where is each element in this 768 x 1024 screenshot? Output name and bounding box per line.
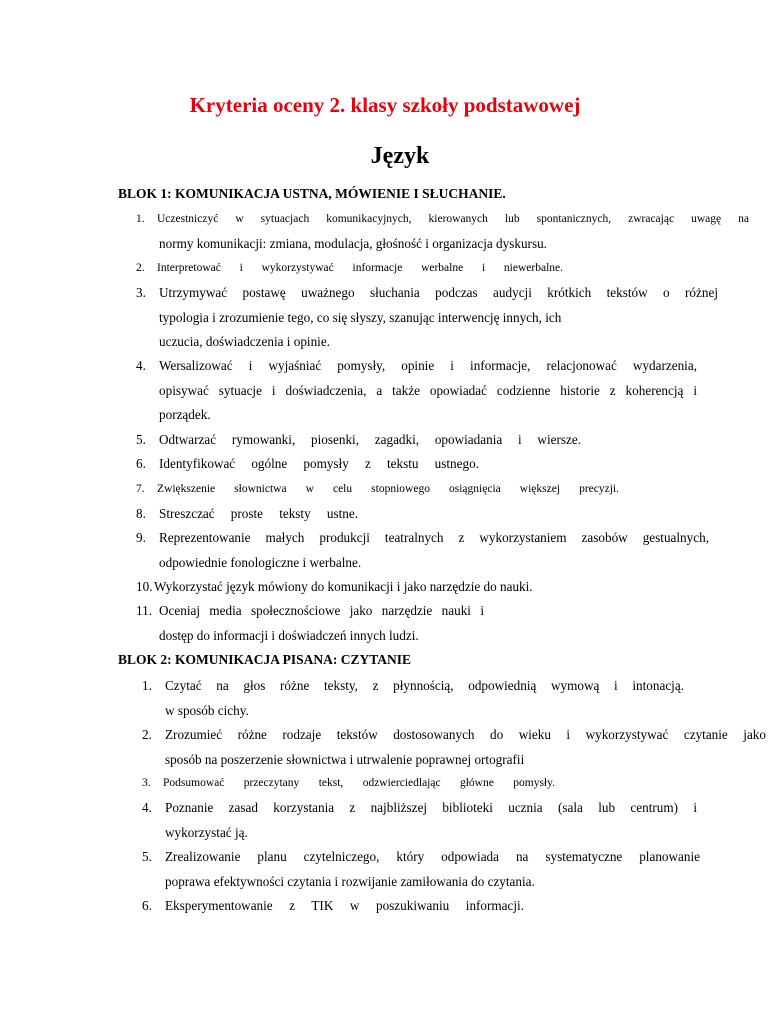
list-item: 9. Reprezentowanie małych produkcji teatralnych z wykorzystaniem zasobów gestualnych, odpowiednie fonologiczne i werbalne. — [136, 530, 709, 570]
list-item: 4. Poznanie zasad korzystania z najbliższej biblioteki ucznia (sala lub centrum) i wykorzystać ją. — [142, 800, 697, 840]
list-item: 3. Utrzymywać postawę uważnego słuchania podczas audycji krótkich tekstów o różnej typologia i zrozumienie tego, co się słyszy, szanując interwencję innych, ich uczucia, doświadczenia i opinie. — [136, 285, 718, 349]
list-item: 7. Zwiększenie słownictwa w celu stopniowego osiągnięcia większej precyzji. — [136, 483, 619, 495]
list-item: 5. Zrealizowanie planu czytelniczego, który odpowiada na systematyczne planowanie poprawa efektywności czytania i rozwijanie zamiłowania do czytania. — [142, 849, 700, 889]
list-item: 3. Podsumować przeczytany tekst, odzwierciedlając główne pomysły. — [142, 777, 555, 789]
list-item: 2. Zrozumieć różne rodzaje tekstów dostosowanych do wieku i wykorzystywać czytanie jako sposób na poszerzenie słownictwa i utrwalenie poprawnej ortografii — [142, 727, 766, 767]
list-item: 11. Oceniaj media społecznościowe jako narzędzie nauki i dostęp do informacji i doświadczeń innych ludzi. — [136, 603, 484, 643]
list-item: 5. Odtwarzać rymowanki, piosenki, zagadki, opowiadania i wiersze. — [136, 432, 581, 447]
list-item: 1. Czytać na głos różne teksty, z płynnością, odpowiednią wymową i intonacją. w sposób cichy. — [142, 678, 684, 718]
list-item: 4. Wersalizować i wyjaśniać pomysły, opinie i informacje, relacjonować wydarzenia, opisywać sytuacje i doświadczenia, a także opowiadać codzienne historie z koherencją i porządek. — [136, 358, 697, 422]
list-item: 8. Streszczać proste teksty ustne. — [136, 506, 358, 521]
list-item: 10. Wykorzystać język mówiony do komunikacji i jako narzędzie do nauki. — [136, 579, 533, 594]
document-title: Kryteria oceny 2. klasy szkoły podstawowej — [189, 93, 581, 117]
subject-heading: Język — [370, 143, 430, 169]
block1-heading: BLOK 1: KOMUNIKACJA USTNA, MÓWIENIE I SŁUCHANIE. — [118, 186, 506, 201]
block2-heading: BLOK 2: KOMUNIKACJA PISANA: CZYTANIE — [118, 652, 412, 667]
list-item: 6. Eksperymentowanie z TIK w poszukiwaniu informacji. — [142, 898, 524, 913]
list-item: 1. Uczestniczyć w sytuacjach komunikacyjnych, kierowanych lub spontanicznych, zwracając uwagę na normy komunikacji: zmiana, modulacja, głośność i organizacja dyskursu. — [136, 213, 749, 251]
list-item: 6. Identyfikować ogólne pomysły z tekstu ustnego. — [136, 456, 479, 471]
list-item: 2. Interpretować i wykorzystywać informacje werbalne i niewerbalne. — [136, 262, 563, 274]
